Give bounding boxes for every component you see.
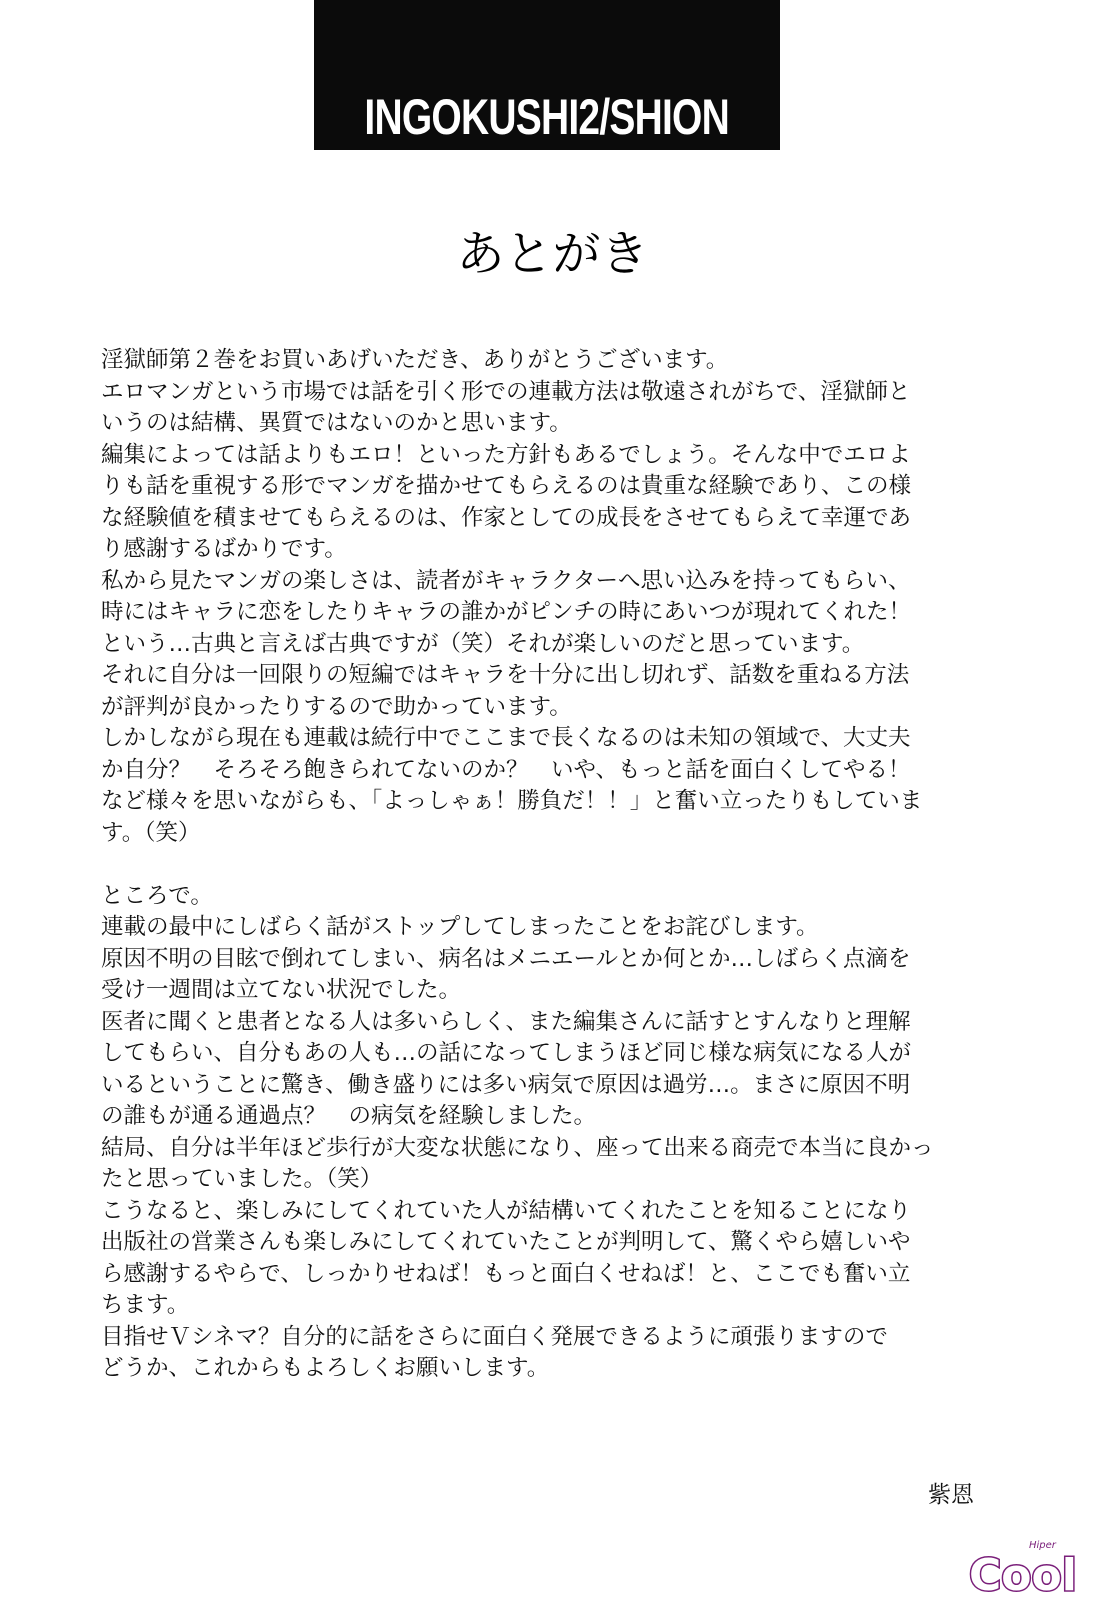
body-line: という…古典と言えば古典ですが（笑）それが楽しいのだと思っています。 — [101, 630, 865, 657]
body-line: な経験値を積ませてもらえるのは、作家としての成長をさせてもらえて幸運であ — [101, 504, 912, 531]
body-line: いるということに驚き、働き盛りには多い病気で原因は過労…。まさに原因不明 — [101, 1071, 911, 1098]
body-line: どうか、これからもよろしくお願いします。 — [101, 1355, 550, 1381]
body-line: 淫獄師第２巻をお買いあげいただき、ありがとうございます。 — [101, 347, 729, 373]
body-line: か自分？ そろそろ飽きられてないのか？ いや、もっと話を面白くしてやる！ — [101, 756, 911, 783]
body-line: 連載の最中にしばらく話がストップしてしまったことをお詫びします。 — [101, 914, 819, 940]
body-line: りも話を重視する形でマンガを描かせてもらえるのは貴重な経験であり、この様 — [101, 473, 912, 499]
body-line: 編集によっては話よりもエロ！といった方針もあるでしょう。そんな中でエロよ — [101, 441, 911, 468]
body-line: 時にはキャラに恋をしたりキャラの誰かがピンチの時にあいつが現れてくれた！ — [101, 599, 912, 625]
body-line: り感謝するばかりです。 — [101, 536, 347, 562]
hipercool-logo — [967, 1534, 1097, 1594]
body-line: す。（笑） — [101, 819, 201, 846]
header-banner — [314, 0, 780, 150]
body-line: 受け一週間は立てない状況でした。 — [101, 977, 462, 1003]
body-line: など様々を思いながらも、「よっしゃぁ！勝負だ！！」と奮い立ったりもしていま — [101, 788, 923, 814]
body-line: エロマンガという市場では話を引く形での連載方法は敬遠されがちで、淫獄師と — [101, 378, 911, 405]
header-title: INGOKUSHI2/SHION — [364, 89, 730, 145]
body-line: の誰もが通る通過点？ の病気を経験しました。 — [101, 1103, 597, 1129]
body-line: ちます。 — [101, 1292, 190, 1318]
body-line: いうのは結構、異質ではないのかと思います。 — [101, 410, 572, 436]
paragraph-spacer — [101, 849, 1001, 881]
body-line: ら感謝するやらで、しっかりせねば！もっと面白くせねば！と、ここでも奮い立 — [101, 1260, 911, 1287]
body-line: 目指せＶシネマ？自分的に話をさらに面白く発展できるように頑張りますので — [101, 1323, 888, 1350]
body-line: しかしながら現在も連載は続行中でここまで長くなるのは未知の領域で、大丈夫 — [101, 725, 911, 751]
body-line: たと思っていました。（笑） — [101, 1166, 383, 1192]
page-title: あとがき — [456, 226, 649, 282]
body-line: が評判が良かったりするので助かっています。 — [101, 693, 572, 720]
logo-large-text: Cool — [969, 1550, 1077, 1594]
logo-small-text: Hiper — [1029, 1540, 1056, 1551]
body-line: 医者に聞くと患者となる人は多いらしく、また編集さんに話すとすんなりと理解 — [101, 1008, 911, 1035]
body-line: こうなると、楽しみにしてくれていた人が結構いてくれたことを知ることになり — [101, 1197, 912, 1224]
body-line: 結局、自分は半年ほど歩行が大変な状態になり、座って出来る商売で本当に良かっ — [101, 1134, 934, 1161]
body-line: 出版社の営業さんも楽しみにしてくれていたことが判明して、驚くやら嬉しいや — [101, 1229, 911, 1255]
body-line: 私から見たマンガの楽しさは、読者がキャラクターへ思い込みを持ってもらい、 — [101, 567, 911, 594]
body-line: ところで。 — [101, 882, 213, 909]
afterword-body — [101, 345, 1001, 1385]
body-line: してもらい、自分もあの人も…の話になってしまうほど同じ様な病気になる人が — [101, 1040, 912, 1066]
body-line: 原因不明の目眩で倒れてしまい、病名はメニエールとか何とか…しばらく点滴を — [101, 945, 911, 972]
author-signature: 紫恩 — [928, 1482, 974, 1508]
body-line: それに自分は一回限りの短編ではキャラを十分に出し切れず、話数を重ねる方法 — [101, 662, 910, 688]
